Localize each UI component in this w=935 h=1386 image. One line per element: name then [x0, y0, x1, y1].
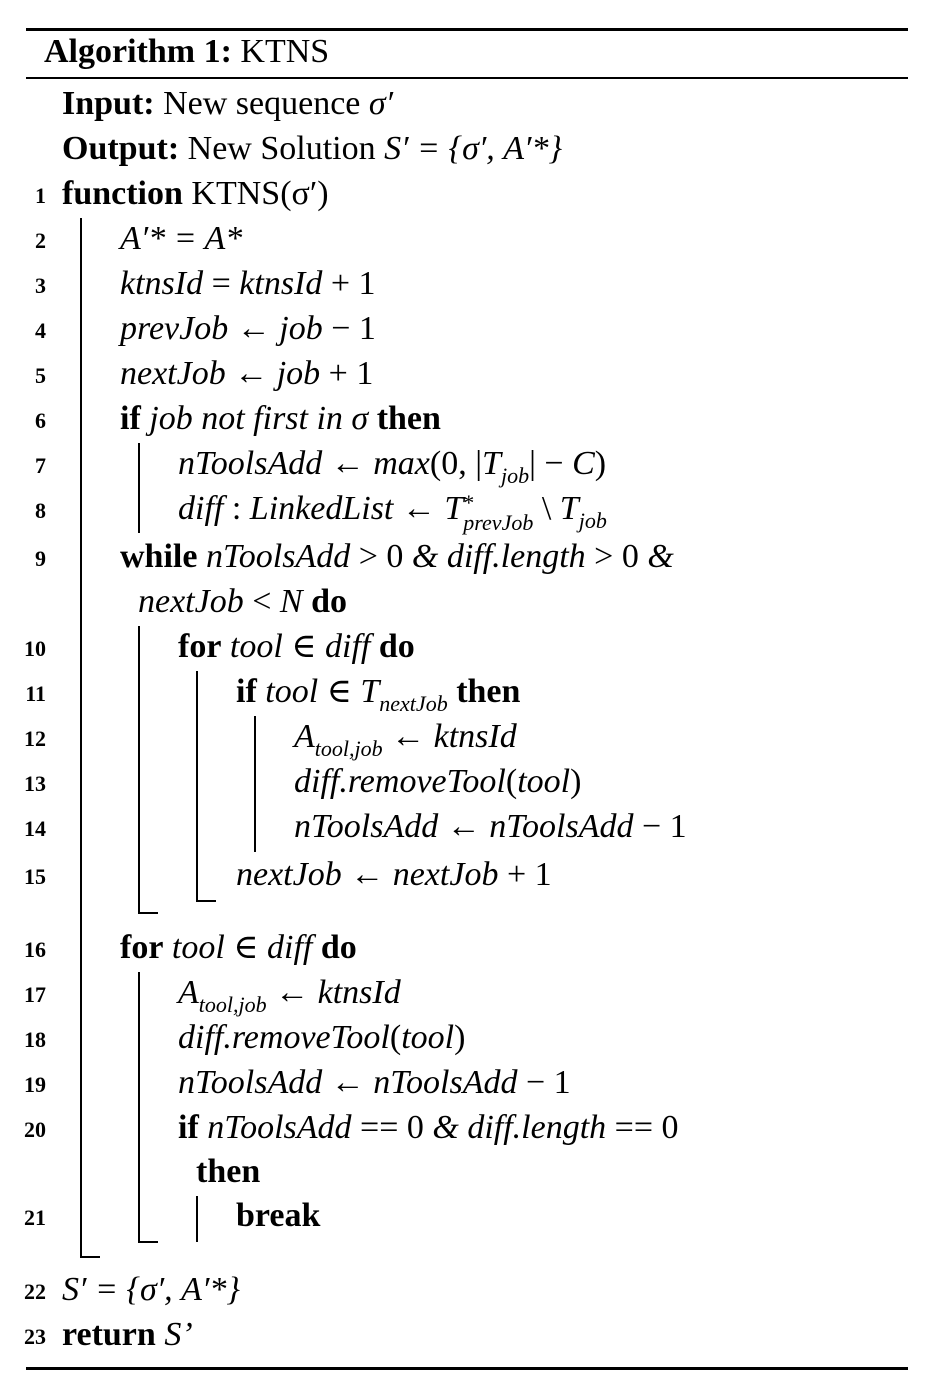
caption-rule — [26, 77, 908, 79]
var: nToolsAdd — [207, 1109, 352, 1146]
var: nextJob — [236, 856, 342, 893]
var: T — [444, 490, 464, 527]
var: S’ — [164, 1316, 193, 1353]
line-19 — [178, 1061, 571, 1105]
output-label: Output: — [62, 130, 180, 167]
var: prevJob — [120, 310, 229, 347]
line-7 — [178, 442, 606, 486]
subscript: nextJob — [379, 691, 448, 716]
var: nextJob — [138, 583, 244, 620]
keyword: for — [178, 628, 222, 665]
keyword: if — [178, 1109, 199, 1146]
op: | − — [529, 445, 573, 482]
line-number: 13 — [24, 771, 46, 796]
func: max — [373, 445, 430, 482]
keyword: return — [62, 1316, 156, 1353]
var: nToolsAdd — [205, 538, 351, 575]
for2-block-end — [138, 1241, 158, 1243]
input-math: σ′ — [368, 85, 394, 122]
var: nextJob — [120, 355, 226, 392]
op: > 0 — [350, 538, 412, 575]
var: diff — [178, 490, 224, 527]
statement: S′ = {σ′, A′*} — [62, 1271, 240, 1308]
op: ← — [393, 490, 445, 527]
op: ( — [389, 1019, 402, 1056]
op: ∈ — [282, 628, 325, 665]
line-number: 6 — [35, 408, 46, 433]
var: A — [178, 974, 199, 1011]
var: tool — [265, 673, 319, 710]
line-number: 3 — [35, 273, 46, 298]
output-line — [62, 127, 562, 171]
op: ∈ — [224, 929, 267, 966]
op: ← — [438, 808, 490, 845]
line-18 — [178, 1016, 465, 1060]
op: ← — [322, 445, 374, 482]
keyword: break — [236, 1197, 321, 1234]
keyword: then — [376, 400, 441, 437]
line-11 — [236, 670, 520, 714]
var: A — [294, 718, 315, 755]
keyword: do — [378, 628, 415, 665]
var: diff — [325, 628, 371, 665]
keyword: do — [311, 583, 348, 620]
call: diff.removeTool — [294, 763, 506, 800]
keyword: for — [120, 929, 164, 966]
input-label: Input: — [62, 85, 155, 122]
op: == 0 — [606, 1109, 679, 1146]
op: ← — [225, 355, 277, 392]
line-number: 7 — [35, 453, 46, 478]
keyword: then — [456, 673, 521, 710]
op: + 1 — [322, 265, 376, 302]
input-line — [62, 82, 393, 126]
var: ktnsId — [433, 718, 517, 755]
var: T — [482, 445, 501, 482]
keyword: if — [120, 400, 141, 437]
subscript: tool,job — [314, 736, 383, 761]
op: + 1 — [498, 856, 552, 893]
line-number: 2 — [35, 228, 46, 253]
line-9 — [120, 535, 674, 579]
and-op: & — [411, 538, 439, 575]
line-number: 14 — [24, 816, 46, 841]
line-number: 10 — [24, 636, 46, 661]
var: nToolsAdd — [489, 808, 634, 845]
line-20-continued — [196, 1150, 260, 1194]
line-6 — [120, 397, 441, 441]
for-block-end — [196, 900, 216, 902]
keyword: function — [62, 175, 183, 212]
var: ktnsId — [120, 265, 204, 302]
op: ∈ — [318, 673, 361, 710]
while-block-end — [138, 912, 158, 914]
keyword: then — [196, 1153, 261, 1190]
line-1 — [62, 172, 329, 216]
line-number: 5 — [35, 363, 46, 388]
and-op: & — [647, 538, 674, 575]
line-2 — [120, 217, 242, 261]
line-number: 19 — [24, 1072, 46, 1097]
line-number: 20 — [24, 1117, 46, 1142]
type: LinkedList — [249, 490, 394, 527]
output-text: New Solution — [187, 130, 376, 167]
subscript: tool,job — [198, 992, 267, 1017]
line-17 — [178, 971, 401, 1015]
line-23 — [62, 1313, 193, 1357]
line-21 — [236, 1194, 320, 1238]
op: == 0 — [351, 1109, 433, 1146]
op: ← — [266, 974, 318, 1011]
for2-block-bar — [138, 972, 140, 1242]
op: < — [243, 583, 280, 620]
superscript: * — [463, 490, 475, 515]
var: T — [360, 673, 380, 710]
var: diff — [267, 929, 313, 966]
if-block-bar — [138, 443, 140, 533]
line-number: 15 — [24, 864, 46, 889]
var: tool — [517, 763, 571, 800]
if2-block-bar — [196, 1196, 198, 1242]
var: diff.length — [467, 1109, 607, 1146]
op: (0, | — [429, 445, 483, 482]
line-number: 23 — [24, 1324, 46, 1349]
call: diff.removeTool — [178, 1019, 390, 1056]
algorithm-caption — [44, 30, 329, 74]
var: tool — [401, 1019, 455, 1056]
var: N — [279, 583, 303, 620]
for-block-bar — [196, 671, 198, 901]
var: ktnsId — [239, 265, 323, 302]
var: tool — [229, 628, 283, 665]
line-number: 21 — [24, 1205, 46, 1230]
line-14 — [294, 805, 687, 849]
var: nToolsAdd — [294, 808, 439, 845]
function-block-bar — [80, 218, 82, 1257]
caption-label: Algorithm 1: — [44, 33, 232, 70]
var: nToolsAdd — [178, 445, 323, 482]
line-number: 9 — [35, 546, 46, 571]
bottom-rule — [26, 1367, 908, 1370]
line-9-continued — [138, 580, 347, 624]
op: + 1 — [320, 355, 374, 392]
line-4 — [120, 307, 376, 351]
op: − 1 — [633, 808, 687, 845]
line-number: 1 — [35, 183, 46, 208]
while-block-bar — [138, 626, 140, 913]
caption-name: KTNS — [240, 33, 330, 70]
line-number: 17 — [24, 982, 46, 1007]
op: ) — [454, 1019, 466, 1056]
input-text: New sequence — [163, 85, 361, 122]
var: T — [559, 490, 579, 527]
op: \ — [533, 490, 560, 527]
line-8 — [178, 487, 607, 535]
statement: A′* = A* — [120, 220, 243, 257]
line-number: 22 — [24, 1279, 46, 1304]
subscript: job — [578, 508, 607, 533]
op: ) — [594, 445, 607, 482]
op: ← — [341, 856, 393, 893]
op: − 1 — [322, 310, 376, 347]
op: ( — [505, 763, 518, 800]
op: > 0 — [585, 538, 648, 575]
function-block-end — [80, 1256, 100, 1258]
var: diff.length — [446, 538, 586, 575]
var: nextJob — [392, 856, 499, 893]
line-15 — [236, 853, 552, 897]
line-number: 11 — [25, 681, 46, 706]
var: job — [276, 355, 321, 392]
var: nToolsAdd — [373, 1064, 518, 1101]
op: = — [203, 265, 240, 302]
op: ) — [570, 763, 582, 800]
line-number: 12 — [24, 726, 46, 751]
line-5 — [120, 352, 373, 396]
condition: job not first in σ — [149, 400, 369, 437]
line-number: 8 — [35, 498, 46, 523]
subscript: job — [500, 463, 530, 488]
inner-if-block-bar — [254, 716, 256, 852]
line-13 — [294, 760, 581, 804]
op: ← — [382, 718, 434, 755]
var: C — [572, 445, 595, 482]
line-number: 4 — [35, 318, 46, 343]
output-math: S′ = {σ′, A′*} — [384, 130, 563, 167]
op: ← — [322, 1064, 374, 1101]
line-10 — [178, 625, 415, 669]
line-number: 18 — [24, 1027, 46, 1052]
keyword: if — [236, 673, 257, 710]
op: − 1 — [517, 1064, 571, 1101]
line-3 — [120, 262, 376, 306]
line-20 — [178, 1106, 679, 1150]
line-number: 16 — [24, 937, 46, 962]
var: tool — [171, 929, 225, 966]
var: job — [279, 310, 323, 347]
and-op: & — [432, 1109, 459, 1146]
subscript: prevJob — [463, 510, 534, 535]
line-22 — [62, 1268, 240, 1312]
op: ← — [228, 310, 280, 347]
function-signature: KTNS(σ′) — [191, 175, 329, 212]
op: : — [223, 490, 250, 527]
keyword: do — [320, 929, 357, 966]
keyword: while — [120, 538, 198, 575]
var: ktnsId — [317, 974, 401, 1011]
line-16 — [120, 926, 357, 970]
line-12 — [294, 715, 517, 759]
var: nToolsAdd — [178, 1064, 323, 1101]
